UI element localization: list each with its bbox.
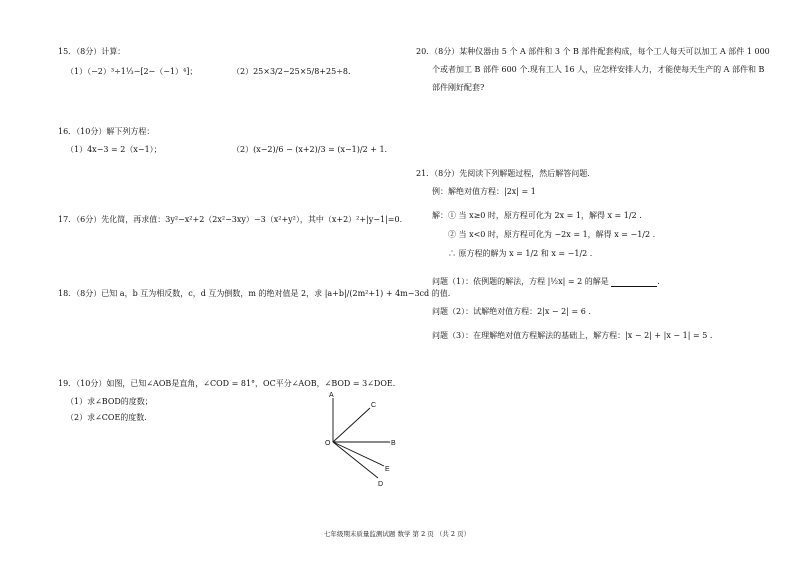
q15-header: 15．（8分）计算：: [58, 47, 126, 56]
q19-part2: （2）求∠COE的度数.: [66, 413, 147, 422]
q21-solution-2: ② 当 x<0 时，原方程可化为 −2x = 1，解得 x = −1/2 .: [448, 230, 656, 239]
label-b: B: [391, 440, 396, 447]
ray-oc: [333, 408, 370, 442]
q21-problem-1-text: 问题（1）：依例题的解法，方程 |½x| = 2 的解是: [432, 277, 609, 286]
q16-header: 16．（10分）解下列方程：: [58, 127, 155, 136]
label-e: E: [385, 466, 390, 473]
q20-line2: 个或者加工 B 部件 600 个.现有工人 16 人，应怎样安排人力，才能使每天生产的 A 部件和 B: [432, 65, 765, 74]
q15-part1: （1）（−2）³÷1⅓−[2−（−1）⁴]；: [66, 67, 198, 76]
q21-solution-1: 解：① 当 x≥0 时，原方程可化为 2x = 1，解得 x = 1/2 .: [432, 211, 642, 220]
q17-text: 17．（6分）先化简，再求值：3y²−x²+2（2x²−3xy）−3（x²+y²），其中（x+2）²+|y−1|=0.: [58, 215, 403, 224]
label-d: D: [378, 481, 384, 488]
q20-line3: 部件刚好配套?: [432, 83, 485, 92]
label-a: A: [329, 392, 334, 399]
angle-figure: [318, 388, 408, 488]
q16-part1: （1）4x−3 = 2（x−1）；: [66, 145, 162, 154]
q21-problem-1-end: .: [657, 277, 660, 286]
q21-example: 例：解绝对值方程：|2x| = 1: [432, 187, 536, 196]
label-o: O: [325, 440, 331, 447]
q18-text: 18．（8分）已知 a，b 互为相反数，c，d 互为倒数，m 的绝对值是 2，求 |a+b|/(2m²+1) + 4m−3cd 的值.: [58, 289, 451, 298]
q21-header: 21．（8分）先阅读下列解题过程，然后解答问题.: [416, 169, 590, 178]
q21-problem-2: 问题（2）：试解绝对值方程：2|x − 2| = 6 .: [432, 307, 591, 316]
page-footer: 七年级期末质量监测试题 数学 第 2 页 （共 2 页）: [323, 530, 471, 538]
q21-solution-3: ∴ 原方程的解为 x = 1/2 和 x = −1/2 .: [448, 249, 593, 258]
label-c: C: [371, 402, 377, 409]
q19-part1: （1）求∠BOD的度数；: [66, 397, 153, 406]
q16-part2: （2）(x−2)/6 − (x+2)/3 = (x−1)/2 + 1.: [232, 145, 388, 154]
q21-problem-1: [432, 276, 660, 287]
answer-blank[interactable]: [611, 278, 657, 287]
q20-line1: 20．（8分）某种仪器由 5 个 A 部件和 3 个 B 部件配套构成，每个工人每天可以加工 A 部件 1 000: [416, 47, 770, 56]
q15-part2: （2）25×3/2−25×5/8+25÷8.: [232, 67, 351, 76]
q21-problem-3: 问题（3）：在理解绝对值方程解法的基础上，解方程：|x − 2| + |x − 1| = 5 .: [432, 331, 713, 340]
q19-header: 19．（10分）如图，已知∠AOB是直角，∠COD = 81°，OC平分∠AOB，∠BOD = 3∠DOE.: [58, 379, 396, 388]
